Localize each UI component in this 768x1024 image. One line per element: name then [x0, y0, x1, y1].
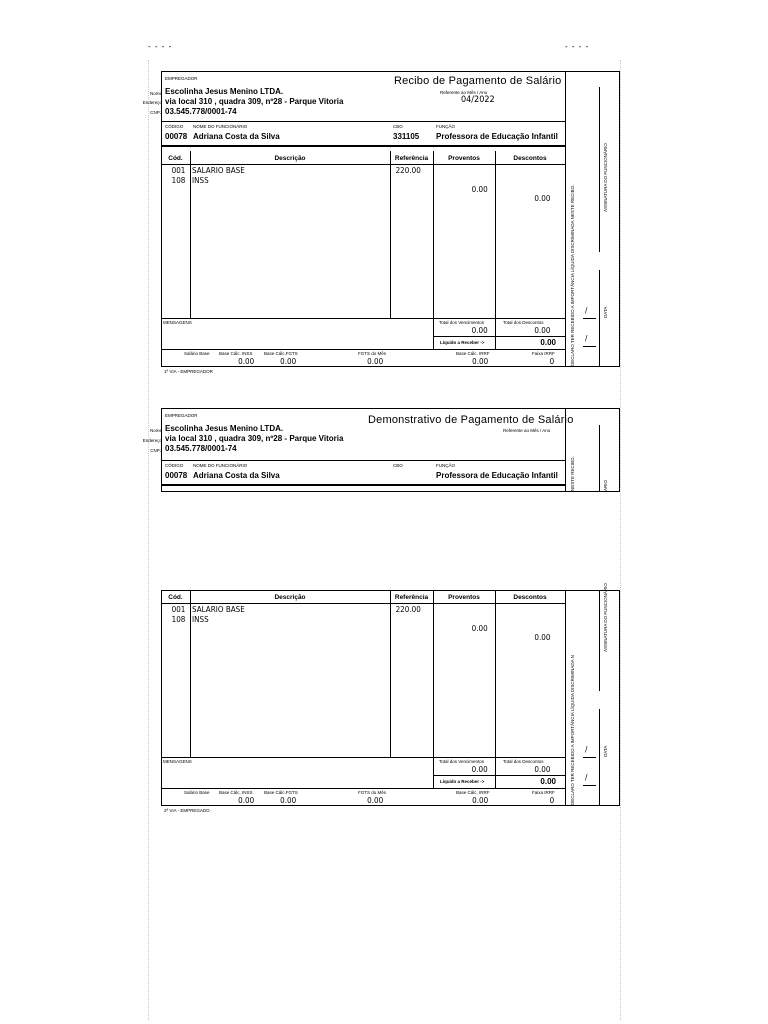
employee-role: Professora de Educação Infantil: [436, 132, 558, 141]
employee-name-label: NOME DO FUNCIONÁRIO: [193, 124, 248, 129]
r2-col-line-3: [433, 590, 434, 788]
r2-liquido-value: 0.00: [540, 777, 556, 786]
r1-date-stroke-2: [583, 346, 596, 347]
table-row-code: 001: [171, 166, 186, 175]
demo-employer-label: EMPREGADOR: [165, 413, 198, 418]
r2-total-vencimentos: 0.00: [471, 765, 488, 774]
r2-salario-base-label: Salário Base: [184, 790, 210, 795]
table-row-description: SALARIO BASE: [192, 605, 245, 614]
r1-col-line-2: [390, 151, 391, 318]
demo-employee-name: Adriana Costa da Silva: [193, 471, 280, 480]
r2-base-irrf-label: Base Cálc. IRRF: [456, 790, 490, 795]
r2-base-inss-value: 0.00: [238, 796, 255, 805]
col-desc-header: Descrição: [274, 155, 306, 162]
date-label: DATA: [603, 306, 608, 318]
demo-code-label: CÓDIGO: [165, 463, 184, 468]
r2-date-stroke-1: [583, 757, 596, 758]
table-row-reference: 220.00: [395, 166, 421, 175]
total-vencimentos: 0.00: [471, 326, 488, 335]
cbo-label: CBO: [393, 124, 403, 129]
col-prov-header: Proventos: [448, 155, 480, 162]
r2-line-liquido-top: [433, 775, 565, 776]
faixa-irrf-label: Faixa IRRF: [532, 351, 555, 356]
col-ref-header: Referência: [394, 155, 429, 162]
r2-date-slash: /: [585, 745, 588, 754]
r2-col-line-1: [190, 590, 191, 757]
r2-fgts-mes-value: 0.00: [367, 796, 384, 805]
employer-name: Escolinha Jesus Menino LTDA.: [165, 87, 284, 96]
table-row-code: 001: [171, 605, 186, 614]
col-desc2-header: Descontos: [513, 155, 547, 162]
date-slash: /: [585, 306, 588, 315]
r1-sig-line: [599, 87, 600, 252]
demo-address-label: Endereço: [142, 438, 162, 443]
table-row-description: INSS: [192, 176, 209, 185]
address-label: Endereço: [142, 100, 162, 105]
r2-sig-line: [599, 590, 600, 691]
employee-cbo: 331105: [393, 132, 420, 141]
salario-base-label: Salário Base: [184, 351, 210, 356]
signature-label: ASSINATURA DO FUNCIONÁRIO: [603, 143, 608, 212]
r1-col-line-4: [495, 151, 496, 349]
total-descontos: 0.00: [534, 326, 551, 335]
r2-line-header-bottom: [161, 603, 565, 604]
left-guide-line: [148, 60, 149, 1020]
r2-base-irrf-value: 0.00: [472, 796, 489, 805]
r2-fgts-mes-label: FGTS do Mês: [358, 790, 387, 795]
demo-title: Demonstrativo de Pagamento de Salário: [368, 414, 574, 426]
demo-line-bottom: [161, 484, 565, 486]
r2-col-prov-header: Proventos: [448, 594, 480, 601]
demo-line-cut: [161, 491, 620, 492]
reference-label: Referente ao Mês / Ano: [440, 90, 488, 95]
demo-role-label: FUNÇÃO: [436, 463, 455, 468]
right-guide-line: [620, 60, 621, 1020]
r2-faixa-irrf-value: 0: [549, 796, 555, 805]
base-irrf-label: Base Cálc. IRRF: [456, 351, 490, 356]
receipt-1-side-divider: [565, 71, 566, 367]
r2-date-slash: /: [585, 773, 588, 782]
demo-employee-name-label: NOME DO FUNCIONÁRIO: [193, 463, 248, 468]
via-2-label: 2ª VIA - EMPREGADO: [164, 808, 210, 813]
table-row-descontos: 0.00: [534, 633, 551, 642]
employer-address: via local 310 , quadra 309, nº28 - Parque Vitoria: [165, 97, 344, 106]
col-cod-header: Cód.: [168, 155, 183, 162]
total-vencimentos-label: Total dos Vencimentos: [439, 320, 485, 325]
r1-col-line-1: [190, 151, 191, 318]
r2-base-inss-label: Base Cálc. INSS: [219, 790, 253, 795]
demo-employer-address: via local 310 , quadra 309, nº28 - Parque Vitoria: [165, 434, 344, 443]
r2-date-line: [599, 709, 600, 806]
r2-date-label: DATA: [603, 745, 608, 757]
reference-period: 04/2022: [461, 95, 495, 105]
top-right-dash: - - - -: [565, 42, 590, 51]
demo-cbo-label: CBO: [393, 463, 403, 468]
name-label: Nome: [150, 91, 163, 96]
r1-col-line-3: [433, 151, 434, 349]
role-label: FUNÇÃO: [436, 124, 455, 129]
r2-base-fgts-value: 0.00: [280, 796, 297, 805]
date-slash: /: [585, 334, 588, 343]
r2-col-desc-header: Descrição: [274, 594, 306, 601]
table-row-reference: 220.00: [395, 605, 421, 614]
r2-signature-label: ASSINATURA DO FUNCIONÁRIO: [603, 583, 608, 652]
demo-employee-code: 00078: [165, 471, 188, 480]
base-fgts-label: Base Cálc.FGTS: [264, 351, 298, 356]
demo-reference-label: Referente ao Mês / Ano: [503, 428, 551, 433]
r2-liquido-label: Líquido a Receber ->: [440, 779, 485, 784]
receipt-title: Recibo de Pagamento de Salário: [394, 75, 562, 87]
base-irrf-value: 0.00: [472, 357, 489, 366]
r2-col-line-2: [390, 590, 391, 757]
receipt-2-side-divider: [565, 590, 566, 806]
table-row-proventos: 0.00: [471, 624, 488, 633]
r2-line-messages-top: [161, 757, 565, 758]
faixa-irrf-value: 0: [549, 357, 555, 366]
r1-date-line: [599, 270, 600, 367]
declaration-text: DECLARO TER RECEBIDO A IMPORTÂNCIA LÍQUIDA DISCRIMINADA NESTE RECIBO.: [570, 184, 575, 366]
liquido-value: 0.00: [540, 338, 556, 347]
r2-faixa-irrf-label: Faixa IRRF: [532, 790, 555, 795]
r2-total-descontos: 0.00: [534, 765, 551, 774]
r1-line-employee-top: [161, 121, 565, 122]
table-row-proventos: 0.00: [471, 185, 488, 194]
demo-declaration-text: NESTE RECIBO.: [570, 456, 575, 491]
base-inss-value: 0.00: [238, 357, 255, 366]
r2-total-descontos-label: Total dos Descontos: [503, 759, 544, 764]
employee-name: Adriana Costa da Silva: [193, 132, 280, 141]
r2-col-desc2-header: Descontos: [513, 594, 547, 601]
liquido-label: Líquido a Receber ->: [440, 340, 485, 345]
r1-line-liquido-top: [433, 336, 565, 337]
r2-line-bases-top: [161, 788, 565, 789]
r1-line-bases-top: [161, 349, 565, 350]
demo-line-employee-top: [161, 460, 565, 461]
r2-total-vencimentos-label: Total dos Vencimentos: [439, 759, 485, 764]
via-1-label: 1ª VIA - EMPREGADOR: [164, 369, 213, 374]
demo-signature-label: ARIO: [603, 479, 608, 491]
demo-employer-name: Escolinha Jesus Menino LTDA.: [165, 424, 284, 433]
cnpj-label: CNPJ: [150, 110, 162, 115]
demo-employer-cnpj: 03.545.778/0001-74: [165, 444, 237, 453]
employer-cnpj: 03.545.778/0001-74: [165, 107, 237, 116]
demo-employee-role: Professora de Educação Infantil: [436, 471, 558, 480]
r1-date-stroke-1: [583, 318, 596, 319]
messages-label: MENSAGENS: [163, 320, 192, 325]
r2-col-line-4: [495, 590, 496, 788]
demo-name-label: Nome: [150, 428, 163, 433]
r1-line-header-bottom: [161, 164, 565, 165]
table-row-descontos: 0.00: [534, 194, 551, 203]
r1-line-employee-bottom: [161, 145, 565, 147]
fgts-mes-value: 0.00: [367, 357, 384, 366]
code-label: CÓDIGO: [165, 124, 184, 129]
total-descontos-label: Total dos Descontos: [503, 320, 544, 325]
table-row-description: INSS: [192, 615, 209, 624]
r2-col-cod-header: Cód.: [168, 594, 183, 601]
r2-base-fgts-label: Base Cálc.FGTS: [264, 790, 298, 795]
demo-sig-line: [599, 425, 600, 492]
employer-label: EMPREGADOR: [165, 76, 198, 81]
r2-messages-label: MENSAGENS: [163, 759, 192, 764]
table-row-code: 108: [171, 615, 186, 624]
table-row-code: 108: [171, 176, 186, 185]
r2-date-stroke-2: [583, 785, 596, 786]
base-inss-label: Base Cálc. INSS: [219, 351, 253, 356]
r2-col-ref-header: Referência: [394, 594, 429, 601]
demo-cnpj-label: CNPJ: [150, 448, 162, 453]
r2-declaration-text: DECLARO TER RECEBIDO A IMPORTÂNCIA LÍQUIDA DISCRIMINADA N: [570, 655, 575, 805]
table-row-description: SALARIO BASE: [192, 166, 245, 175]
base-fgts-value: 0.00: [280, 357, 297, 366]
employee-code: 00078: [165, 132, 188, 141]
fgts-mes-label: FGTS do Mês: [358, 351, 387, 356]
r1-line-messages-top: [161, 318, 565, 319]
top-left-dash: - - - -: [148, 42, 173, 51]
